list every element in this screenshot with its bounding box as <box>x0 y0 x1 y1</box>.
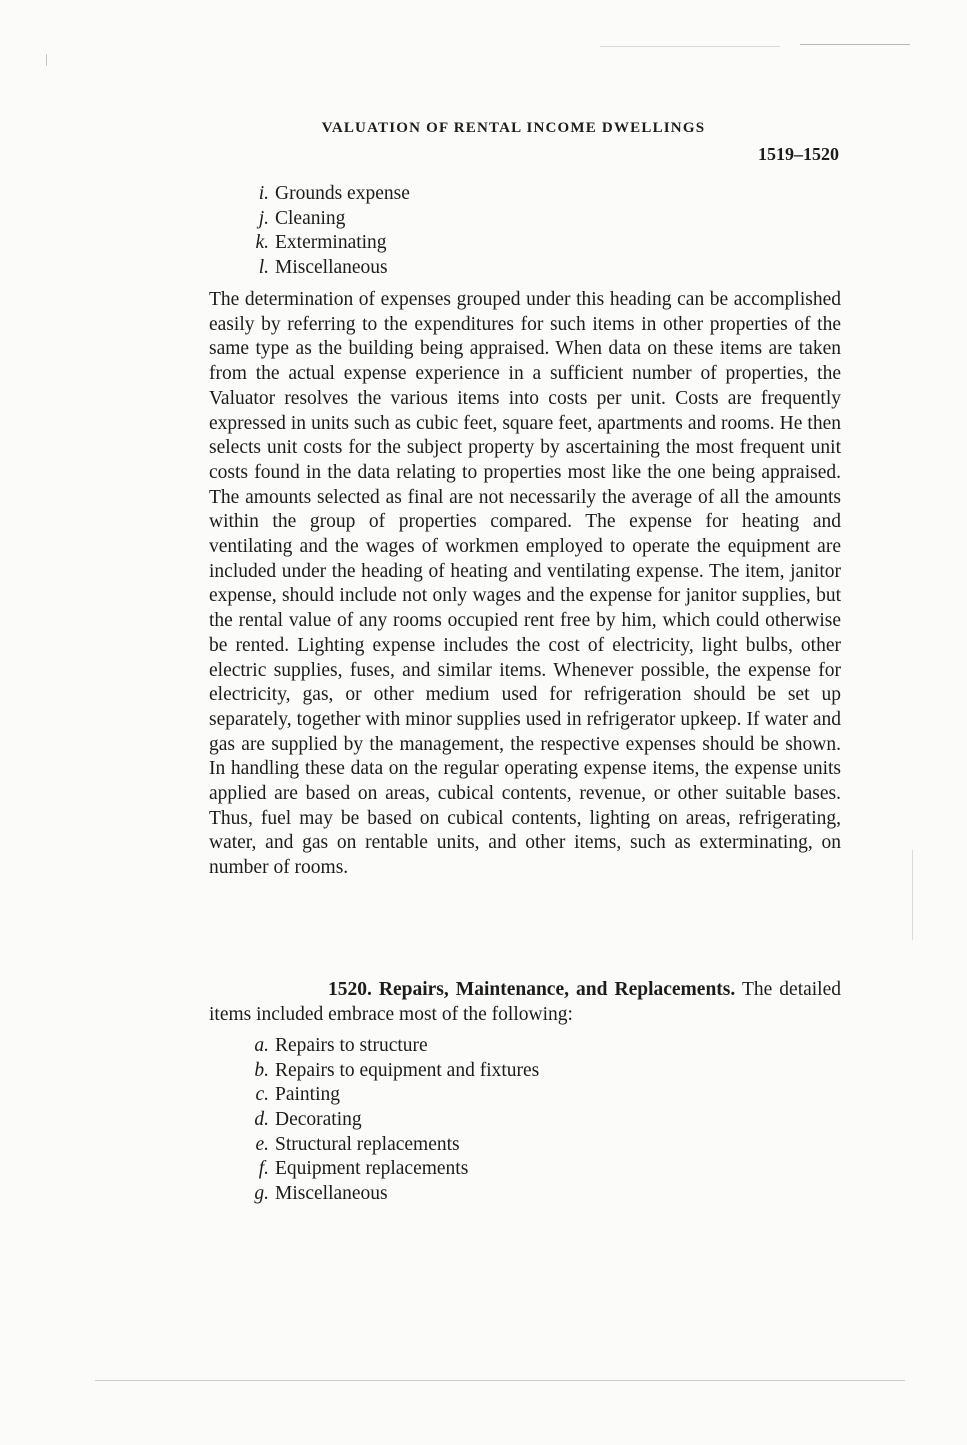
list-item <box>244 1083 539 1108</box>
list-item <box>244 1157 539 1182</box>
section-intro: The detailed items included embrace most of the following: <box>209 979 842 1025</box>
section-heading: 1520. Repairs, Maintenance, and Replacements. <box>328 979 736 1000</box>
list-item <box>244 256 410 281</box>
list-item-letter: a. <box>254 1035 269 1056</box>
scan-edge-top-faint <box>600 46 780 47</box>
list-item <box>244 1133 539 1158</box>
scan-edge-bottom <box>95 1380 905 1381</box>
list-item-text: Miscellaneous <box>275 257 388 279</box>
list-item <box>244 231 410 256</box>
list-item-letter: b. <box>254 1059 269 1081</box>
list-item-text: Miscellaneous <box>275 1183 388 1205</box>
list-item-text: Repairs to equipment and fixtures <box>275 1059 540 1081</box>
list-item-letter: e. <box>255 1133 269 1155</box>
running-title: VALUATION OF RENTAL INCOME DWELLINGS <box>321 120 706 136</box>
list-item-text: Grounds expense <box>275 183 410 204</box>
scan-edge-top <box>800 44 910 45</box>
page-number: 1519–1520 <box>758 144 839 164</box>
list-item <box>244 1034 539 1059</box>
scan-mark-left <box>46 54 47 66</box>
list-item-text: Structural replacements <box>275 1133 460 1155</box>
expense-list-top <box>244 182 410 281</box>
list-item-letter: i. <box>258 183 269 204</box>
section-paragraph <box>209 978 841 1027</box>
list-item-letter: d. <box>254 1109 269 1131</box>
list-item <box>244 1108 539 1133</box>
list-item-letter: j. <box>258 207 269 229</box>
list-item-text: Equipment replacements <box>275 1158 469 1180</box>
list-item-text: Exterminating <box>275 232 387 254</box>
list-item-text: Repairs to structure <box>275 1035 428 1056</box>
list-item-letter: c. <box>255 1084 269 1106</box>
list-item-text: Cleaning <box>275 207 346 229</box>
list-item <box>244 207 410 232</box>
list-item-text: Painting <box>275 1084 341 1106</box>
list-item-letter: k. <box>255 232 269 254</box>
scan-mark-right <box>912 850 913 940</box>
list-item-letter: l. <box>258 257 269 279</box>
list-item-letter: g. <box>254 1183 269 1205</box>
list-item <box>244 182 410 207</box>
body-paragraph: The determination of expenses grouped under this heading can be accomplished easily by referring to the expenditures for such items in other properties of the same type as the building being appraised. When data on these items are taken from the actual expense experience in a sufficient number of properties, the Valuator resolves the various items into costs per unit. Costs are frequently expressed in units such as cubic feet, square feet, apartments and rooms. He then selects unit costs for the subject property by ascertaining the most frequent unit costs found in the data relating to properties most like the one being appraised. The amounts selected as final are not necessarily the average of all the amounts within the group of properties compared. The expense for heating and ventilating and the wages of workmen employed to operate the equipment are included under the heading of heating and ventilating expense. The item, janitor expense, should include not only wages and the expense for janitor supplies, but the rental value of any rooms occupied rent free by him, which could otherwise be rented. Lighting expense includes the cost of electricity, light bulbs, other electric supplies, fuses, and similar items. Whenever possible, the expense for electricity, gas, or other medium used for refrigeration should be set up separately, together with minor supplies used in refrigerator upkeep. If water and gas are supplied by the management, the respective expenses should be shown. In handling these data on the regular operating expense items, the expense units applied are based on areas, cubical contents, revenue, or other suitable bases. Thus, fuel may be based on cubical contents, lighting on areas, refrigerating, water, and gas on rentable units, and other items, such as exterminating, on number of rooms. <box>209 289 841 879</box>
list-item <box>244 1059 539 1084</box>
list-item-letter: f. <box>258 1158 269 1180</box>
list-item <box>244 1182 539 1207</box>
repairs-list <box>244 1034 539 1207</box>
list-item-text: Decorating <box>275 1109 362 1131</box>
